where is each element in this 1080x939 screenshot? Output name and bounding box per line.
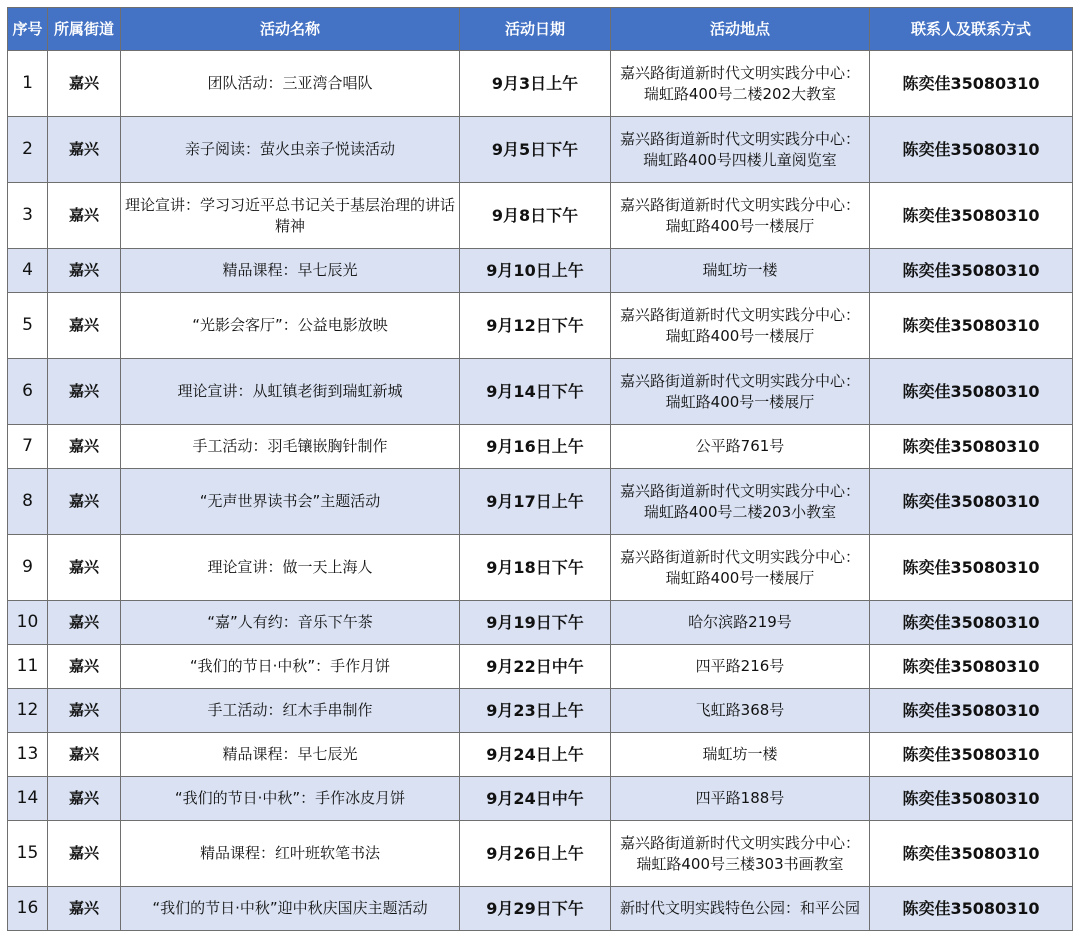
cell-date: 9月19日下午 <box>460 601 611 645</box>
cell-contact: 陈奕佳35080310 <box>870 645 1073 689</box>
location-line: 瑞虹路400号二楼203小教室 <box>643 502 837 521</box>
cell-activity-name: “我们的节日·中秋”：手作冰皮月饼 <box>121 777 460 821</box>
cell-activity-name: 手工活动：羽毛镶嵌胸针制作 <box>121 425 460 469</box>
header-row <box>8 8 1073 51</box>
cell-contact: 陈奕佳35080310 <box>870 425 1073 469</box>
cell-street: 嘉兴 <box>48 425 121 469</box>
cell-street: 嘉兴 <box>48 733 121 777</box>
header-contact: 联系人及联系方式 <box>870 8 1073 51</box>
cell-activity-name: 团队活动：三亚湾合唱队 <box>121 51 460 117</box>
cell-seq: 3 <box>8 183 48 249</box>
location-line: 嘉兴路街道新时代文明实践分中心： <box>619 371 860 390</box>
cell-location <box>611 249 870 293</box>
header-date: 活动日期 <box>460 8 611 51</box>
cell-activity-name: “我们的节日·中秋”：手作月饼 <box>121 645 460 689</box>
table-row <box>8 777 1073 821</box>
cell-street: 嘉兴 <box>48 535 121 601</box>
cell-seq: 14 <box>8 777 48 821</box>
location-line: 瑞虹路400号二楼202大教室 <box>643 84 837 103</box>
cell-location <box>611 425 870 469</box>
table-row <box>8 821 1073 887</box>
table-row <box>8 117 1073 183</box>
cell-seq: 2 <box>8 117 48 183</box>
cell-activity-name: 手工活动：红木手串制作 <box>121 689 460 733</box>
cell-location <box>611 51 870 117</box>
cell-contact: 陈奕佳35080310 <box>870 887 1073 931</box>
cell-seq: 15 <box>8 821 48 887</box>
cell-street: 嘉兴 <box>48 51 121 117</box>
table-row <box>8 359 1073 425</box>
cell-date: 9月29日下午 <box>460 887 611 931</box>
location-line: 嘉兴路街道新时代文明实践分中心： <box>619 195 860 214</box>
cell-date: 9月14日下午 <box>460 359 611 425</box>
location-line: 飞虹路368号 <box>695 701 785 719</box>
cell-location <box>611 601 870 645</box>
location-line: 瑞虹坊一楼 <box>702 745 778 763</box>
cell-date: 9月12日下午 <box>460 293 611 359</box>
location-line: 哈尔滨路219号 <box>688 613 792 631</box>
location-line: 瑞虹路400号一楼展厅 <box>665 326 815 345</box>
cell-location <box>611 535 870 601</box>
cell-seq: 6 <box>8 359 48 425</box>
table-row <box>8 293 1073 359</box>
cell-location <box>611 733 870 777</box>
cell-location <box>611 821 870 887</box>
cell-date: 9月3日上午 <box>460 51 611 117</box>
activity-table <box>7 7 1073 931</box>
location-line: 四平路188号 <box>695 789 785 807</box>
cell-seq: 11 <box>8 645 48 689</box>
cell-activity-name: 理论宣讲：学习习近平总书记关于基层治理的讲话精神 <box>121 183 460 249</box>
cell-activity-name: 精品课程：红叶班软笔书法 <box>121 821 460 887</box>
cell-seq: 5 <box>8 293 48 359</box>
cell-seq: 7 <box>8 425 48 469</box>
cell-contact: 陈奕佳35080310 <box>870 689 1073 733</box>
table-row <box>8 425 1073 469</box>
location-line: 瑞虹路400号一楼展厅 <box>665 392 815 411</box>
cell-date: 9月24日中午 <box>460 777 611 821</box>
cell-location <box>611 469 870 535</box>
cell-location <box>611 359 870 425</box>
cell-date: 9月24日上午 <box>460 733 611 777</box>
location-line: 嘉兴路街道新时代文明实践分中心： <box>619 833 860 852</box>
cell-street: 嘉兴 <box>48 777 121 821</box>
cell-contact: 陈奕佳35080310 <box>870 777 1073 821</box>
cell-street: 嘉兴 <box>48 601 121 645</box>
cell-contact: 陈奕佳35080310 <box>870 733 1073 777</box>
table-row <box>8 887 1073 931</box>
table-row <box>8 535 1073 601</box>
cell-date: 9月17日上午 <box>460 469 611 535</box>
cell-location <box>611 183 870 249</box>
cell-street: 嘉兴 <box>48 469 121 535</box>
location-line: 瑞虹路400号一楼展厅 <box>665 568 815 587</box>
cell-street: 嘉兴 <box>48 293 121 359</box>
cell-location <box>611 777 870 821</box>
cell-street: 嘉兴 <box>48 249 121 293</box>
header-location: 活动地点 <box>611 8 870 51</box>
location-line: 四平路216号 <box>695 657 785 675</box>
cell-seq: 4 <box>8 249 48 293</box>
table-row <box>8 469 1073 535</box>
cell-contact: 陈奕佳35080310 <box>870 117 1073 183</box>
cell-activity-name: 亲子阅读：萤火虫亲子悦读活动 <box>121 117 460 183</box>
table-row <box>8 601 1073 645</box>
cell-activity-name: 精品课程：早七辰光 <box>121 249 460 293</box>
cell-activity-name: “光影会客厅”：公益电影放映 <box>121 293 460 359</box>
cell-date: 9月5日下午 <box>460 117 611 183</box>
location-line: 瑞虹路400号四楼儿童阅览室 <box>643 150 837 169</box>
location-line: 公平路761号 <box>695 437 785 455</box>
cell-contact: 陈奕佳35080310 <box>870 535 1073 601</box>
cell-seq: 1 <box>8 51 48 117</box>
table-row <box>8 733 1073 777</box>
table-row <box>8 249 1073 293</box>
table-row <box>8 645 1073 689</box>
table-row <box>8 183 1073 249</box>
cell-activity-name: “我们的节日·中秋”迎中秋庆国庆主题活动 <box>121 887 460 931</box>
location-line: 嘉兴路街道新时代文明实践分中心： <box>619 63 860 82</box>
cell-activity-name: “无声世界读书会”主题活动 <box>121 469 460 535</box>
cell-seq: 12 <box>8 689 48 733</box>
cell-contact: 陈奕佳35080310 <box>870 601 1073 645</box>
cell-seq: 8 <box>8 469 48 535</box>
cell-date: 9月23日上午 <box>460 689 611 733</box>
cell-street: 嘉兴 <box>48 645 121 689</box>
cell-location <box>611 887 870 931</box>
cell-contact: 陈奕佳35080310 <box>870 821 1073 887</box>
cell-street: 嘉兴 <box>48 117 121 183</box>
cell-date: 9月16日上午 <box>460 425 611 469</box>
cell-street: 嘉兴 <box>48 359 121 425</box>
cell-date: 9月18日下午 <box>460 535 611 601</box>
cell-activity-name: 理论宣讲：做一天上海人 <box>121 535 460 601</box>
cell-date: 9月10日上午 <box>460 249 611 293</box>
location-line: 嘉兴路街道新时代文明实践分中心： <box>619 129 860 148</box>
cell-street: 嘉兴 <box>48 887 121 931</box>
cell-contact: 陈奕佳35080310 <box>870 359 1073 425</box>
location-line: 嘉兴路街道新时代文明实践分中心： <box>619 547 860 566</box>
cell-seq: 16 <box>8 887 48 931</box>
location-line: 瑞虹路400号三楼303书画教室 <box>636 854 844 873</box>
cell-street: 嘉兴 <box>48 183 121 249</box>
location-line: 新时代文明实践特色公园：和平公园 <box>619 899 860 917</box>
location-line: 嘉兴路街道新时代文明实践分中心： <box>619 305 860 324</box>
cell-seq: 13 <box>8 733 48 777</box>
cell-location <box>611 117 870 183</box>
header-activity-name: 活动名称 <box>121 8 460 51</box>
table-row <box>8 689 1073 733</box>
cell-activity-name: 理论宣讲：从虹镇老街到瑞虹新城 <box>121 359 460 425</box>
header-seq: 序号 <box>8 8 48 51</box>
location-line: 嘉兴路街道新时代文明实践分中心： <box>619 481 860 500</box>
cell-street: 嘉兴 <box>48 821 121 887</box>
location-line: 瑞虹坊一楼 <box>702 261 778 279</box>
cell-date: 9月26日上午 <box>460 821 611 887</box>
cell-activity-name: “嘉”人有约：音乐下午茶 <box>121 601 460 645</box>
cell-contact: 陈奕佳35080310 <box>870 249 1073 293</box>
location-line: 瑞虹路400号一楼展厅 <box>665 216 815 235</box>
table-body <box>8 51 1073 931</box>
header-street: 所属街道 <box>48 8 121 51</box>
cell-location <box>611 293 870 359</box>
cell-contact: 陈奕佳35080310 <box>870 469 1073 535</box>
cell-date: 9月22日中午 <box>460 645 611 689</box>
cell-contact: 陈奕佳35080310 <box>870 183 1073 249</box>
cell-date: 9月8日下午 <box>460 183 611 249</box>
cell-seq: 10 <box>8 601 48 645</box>
cell-seq: 9 <box>8 535 48 601</box>
cell-activity-name: 精品课程：早七辰光 <box>121 733 460 777</box>
cell-location <box>611 689 870 733</box>
cell-location <box>611 645 870 689</box>
cell-street: 嘉兴 <box>48 689 121 733</box>
table-row <box>8 51 1073 117</box>
cell-contact: 陈奕佳35080310 <box>870 293 1073 359</box>
cell-contact: 陈奕佳35080310 <box>870 51 1073 117</box>
